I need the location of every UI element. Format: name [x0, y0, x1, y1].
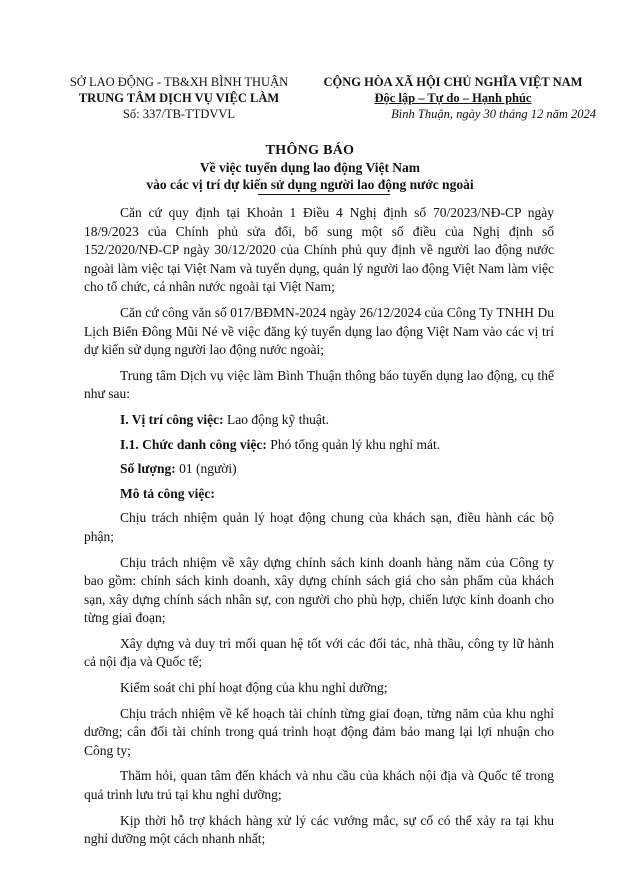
- document-body: [84, 204, 554, 856]
- section-job-title-label: I.1. Chức danh công việc:: [120, 436, 267, 452]
- section-job-title-value: Phó tổng quản lý khu nghỉ mát.: [266, 436, 441, 452]
- nation-name: CỘNG HÒA XÃ HỘI CHỦ NGHĨA VIỆT NAM: [323, 75, 583, 89]
- notice-title-block: [0, 142, 620, 195]
- job-task-item: Xây dựng và duy trì mối quan hệ tốt với các đối tác, nhà thầu, công ty lữ hành cả nội địa và Quốc tế;: [84, 635, 554, 670]
- title-underline: [258, 194, 390, 195]
- announcement-paragraph: Trung tâm Dịch vụ việc làm Bình Thuận thông báo tuyển dụng lao động, cụ thể như sau:: [84, 367, 554, 402]
- job-description-label: Mô tả công việc:: [120, 485, 215, 501]
- national-motto: Độc lập – Tự do – Hạnh phúc: [374, 91, 532, 105]
- section-quantity: [84, 460, 554, 479]
- section-job-position: [84, 411, 554, 430]
- issuer-block: [64, 74, 294, 122]
- date-place: Bình Thuận, ngày 30 tháng 12 năm 2024: [391, 107, 596, 121]
- document-number: Số: 337/TB-TTDVVL: [122, 107, 236, 121]
- job-task-item: Chịu trách nhiệm quản lý hoạt động chung của khách sạn, điều hành các bộ phận;: [84, 510, 554, 544]
- job-task-item: Chịu trách nhiệm về kế hoạch tài chính từng giai đoạn, từng năm của khu nghỉ dưỡng; cân đối tài chính trong quá trình hoạt động đảm bảo mang lại lợi nhuận cho Công ty;: [84, 705, 554, 758]
- section-job-position-label: I. Vị trí công việc:: [120, 411, 224, 427]
- national-block: [310, 74, 596, 122]
- job-task-item: Kịp thời hỗ trợ khách hàng xử lý các vướng mắc, sự cố có thể xảy ra tại khu nghỉ dưỡng một cách nhanh nhất;: [84, 812, 554, 847]
- agency-name: SỞ LAO ĐỘNG - TB&XH BÌNH THUẬN: [69, 75, 289, 89]
- notice-subject-line-1: Về việc tuyển dụng lao động Việt Nam: [199, 160, 421, 175]
- legal-basis-paragraph-1: Căn cứ quy định tại Khoản 1 Điều 4 Nghị định số 70/2023/NĐ-CP ngày 18/9/2023 của Chính phủ sửa đổi, bổ sung một số điều của Nghị định số 152/2020/NĐ-CP ngày 30/12/2020 của Chính phủ quy định về người lao động nước ngoài làm việc tại Việt Nam và tuyển dụng, quản lý người lao động Việt Nam làm việc cho tổ chức, cá nhân nước ngoài tại Việt Nam;: [84, 205, 554, 295]
- section-job-description: [84, 485, 554, 504]
- section-job-position-value: Lao động kỹ thuật.: [223, 411, 329, 427]
- job-task-item: Thăm hỏi, quan tâm đến khách và nhu cầu của khách nội địa và Quốc tế trong quá trình lưu trú tại khu nghỉ dưỡng;: [84, 768, 554, 803]
- quantity-label: Số lượng:: [120, 461, 176, 477]
- job-task-item: Chịu trách nhiệm về xây dựng chính sách kinh doanh hàng năm của Công ty bao gồm: chính sách kinh doanh, xây dựng chính sách giá cho sản phẩm của khách sạn, xây dựng chính sách nhân sự, con người cho phù hợp, chiến lược kinh doanh cho từng giai đoạn;: [84, 554, 554, 626]
- notice-subject-line-2: vào các vị trí dự kiến sử dụng người lao động nước ngoài: [146, 177, 474, 192]
- legal-basis-paragraph-2: Căn cứ công văn số 017/BĐMN-2024 ngày 26/12/2024 của Công Ty TNHH Du Lịch Biển Đông Mũi Né về việc đăng ký tuyển dụng lao động Việt Nam vào các vị trí dự kiến sử dụng người lao động nước ngoài;: [84, 304, 554, 358]
- job-task-item: Kiểm soát chi phí hoạt động của khu nghỉ dưỡng;: [120, 680, 388, 696]
- notice-title: THÔNG BÁO: [265, 143, 355, 158]
- quantity-value: 01 (người): [175, 461, 237, 477]
- center-name: TRUNG TÂM DỊCH VỤ VIỆC LÀM: [78, 91, 280, 105]
- section-job-title: [84, 436, 554, 455]
